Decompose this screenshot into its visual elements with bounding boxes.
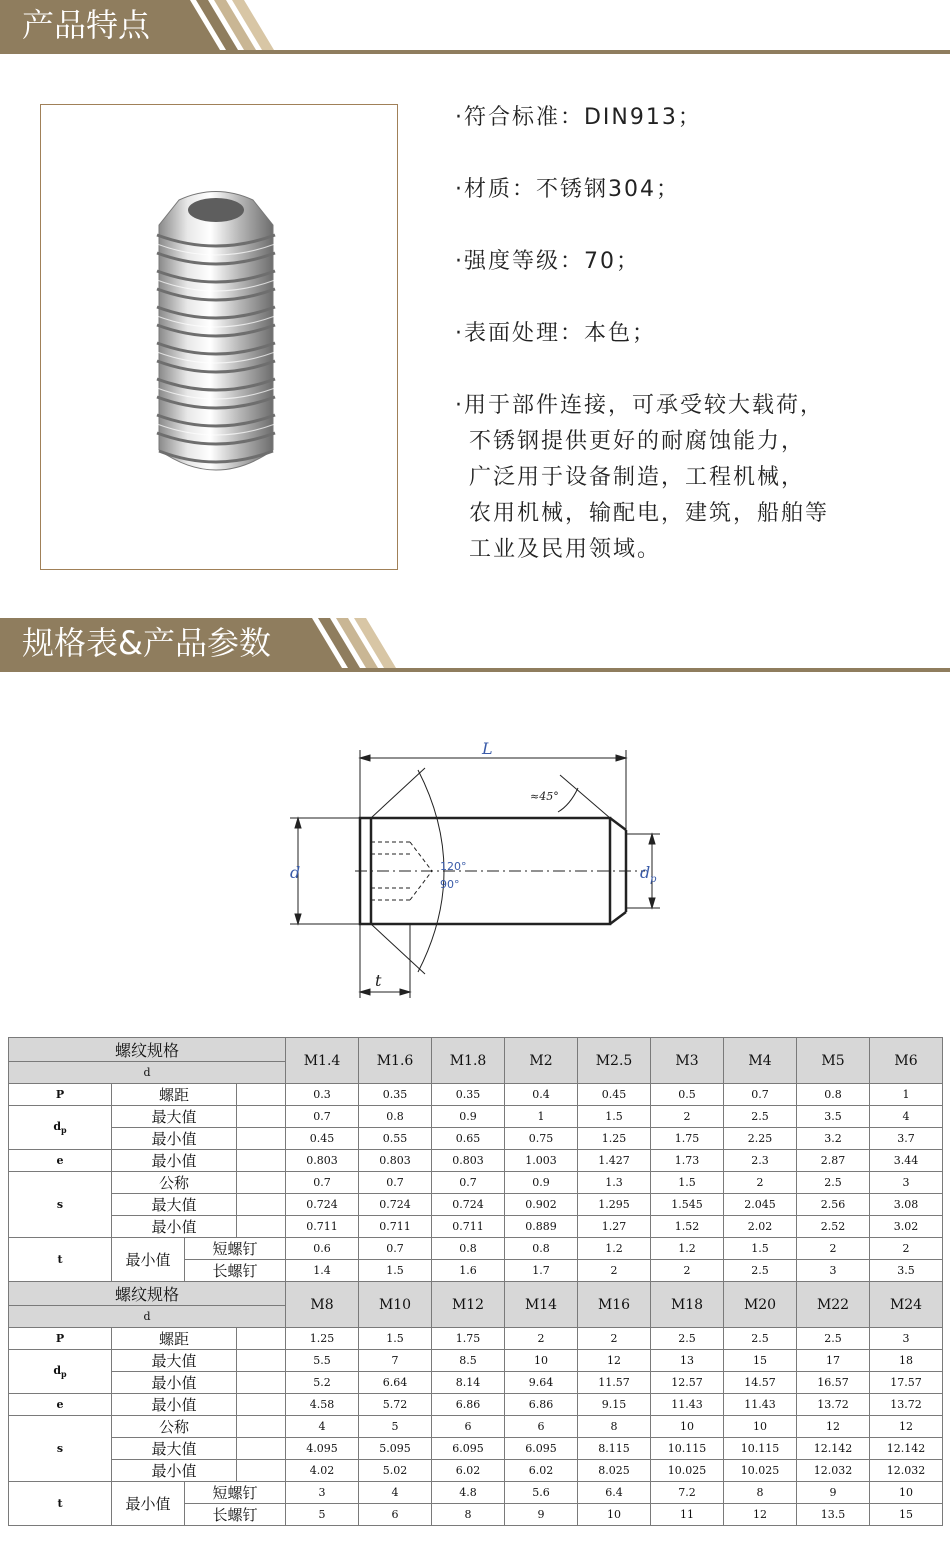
blank-cell <box>237 1460 286 1482</box>
value-cell: 0.7 <box>724 1084 797 1106</box>
value-cell: 16.57 <box>797 1372 870 1394</box>
value-cell: 3.44 <box>870 1150 943 1172</box>
value-cell: 1.003 <box>505 1150 578 1172</box>
value-cell: 6.64 <box>359 1372 432 1394</box>
value-cell: 5.5 <box>286 1350 359 1372</box>
value-cell: 8 <box>578 1416 651 1438</box>
value-cell: 2.5 <box>651 1328 724 1350</box>
symbol-e: e <box>9 1150 112 1172</box>
value-cell: 9 <box>505 1504 578 1526</box>
value-cell: 15 <box>870 1504 943 1526</box>
value-cell: 4 <box>286 1416 359 1438</box>
value-cell: 1.5 <box>359 1260 432 1282</box>
value-cell: 6.86 <box>505 1394 578 1416</box>
label-angle120: 120° <box>440 860 467 873</box>
blank-cell <box>237 1372 286 1394</box>
description-line: 不锈钢提供更好的耐腐蚀能力， <box>469 429 806 454</box>
value-cell: 1.295 <box>578 1194 651 1216</box>
symbol-dp-main: d <box>53 1363 62 1377</box>
blank-cell <box>237 1150 286 1172</box>
value-cell: 1 <box>505 1106 578 1128</box>
value-cell: 18 <box>870 1350 943 1372</box>
value-cell: 0.8 <box>505 1238 578 1260</box>
symbol-t: t <box>9 1238 112 1282</box>
label-angle90: 90° <box>440 878 460 891</box>
value-cell: 1.5 <box>359 1328 432 1350</box>
value-cell: 6.86 <box>432 1394 505 1416</box>
size-header: M1.8 <box>432 1038 505 1084</box>
label-pitch: 螺距 <box>112 1084 237 1106</box>
size-header: M20 <box>724 1282 797 1328</box>
blank-cell <box>237 1172 286 1194</box>
value-cell: 1.4 <box>286 1260 359 1282</box>
value-cell: 10.115 <box>651 1438 724 1460</box>
value-cell: 3.5 <box>797 1106 870 1128</box>
value-cell: 12 <box>870 1416 943 1438</box>
blank-cell <box>237 1216 286 1238</box>
value-cell: 0.7 <box>432 1172 505 1194</box>
label-min: 最小值 <box>112 1482 185 1526</box>
table-row <box>9 1394 943 1416</box>
value-cell: 9.64 <box>505 1372 578 1394</box>
header-thread-spec: 螺纹规格 <box>9 1282 286 1306</box>
blank-cell <box>237 1194 286 1216</box>
value-cell: 1.2 <box>651 1238 724 1260</box>
value-cell: 3.5 <box>870 1260 943 1282</box>
value-cell: 10 <box>724 1416 797 1438</box>
value-cell: 1 <box>870 1084 943 1106</box>
description-line: 农用机械，输配电，建筑，船舶等 <box>469 501 830 526</box>
spec-table <box>8 1037 943 1526</box>
value-cell: 14.57 <box>724 1372 797 1394</box>
value-cell: 1.7 <box>505 1260 578 1282</box>
size-header: M24 <box>870 1282 943 1328</box>
table-row <box>9 1172 943 1194</box>
value-cell: 13.5 <box>797 1504 870 1526</box>
value-cell: 6 <box>432 1416 505 1438</box>
symbol-t: t <box>9 1482 112 1526</box>
label-short: 短螺钉 <box>185 1238 286 1260</box>
value-cell: 5.02 <box>359 1460 432 1482</box>
feature-description <box>455 388 935 568</box>
label-short: 短螺钉 <box>185 1482 286 1504</box>
value-cell: 12 <box>578 1350 651 1372</box>
table-row <box>9 1282 943 1306</box>
value-cell: 1.52 <box>651 1216 724 1238</box>
value-cell: 2.87 <box>797 1150 870 1172</box>
value-cell: 9 <box>797 1482 870 1504</box>
value-cell: 3.08 <box>870 1194 943 1216</box>
value-cell: 8.115 <box>578 1438 651 1460</box>
value-cell: 6.02 <box>505 1460 578 1482</box>
value-cell: 2 <box>505 1328 578 1350</box>
size-header: M3 <box>651 1038 724 1084</box>
value-cell: 0.45 <box>286 1128 359 1150</box>
value-cell: 0.9 <box>505 1172 578 1194</box>
table-row <box>9 1350 943 1372</box>
symbol-dp <box>9 1106 112 1150</box>
value-cell: 9.15 <box>578 1394 651 1416</box>
value-cell: 10.025 <box>724 1460 797 1482</box>
feature-grade: ·强度等级：70； <box>455 249 640 274</box>
value-cell: 13.72 <box>870 1394 943 1416</box>
value-cell: 10 <box>578 1504 651 1526</box>
description-line: 广泛用于设备制造，工程机械， <box>469 465 806 490</box>
banner-stripes-icon <box>0 618 420 668</box>
header-thread-spec: 螺纹规格 <box>9 1038 286 1062</box>
value-cell: 1.75 <box>651 1128 724 1150</box>
value-cell: 2 <box>870 1238 943 1260</box>
label-min: 最小值 <box>112 1150 237 1172</box>
value-cell: 0.8 <box>432 1238 505 1260</box>
symbol-dp <box>9 1350 112 1394</box>
symbol-s: s <box>9 1172 112 1238</box>
size-header: M16 <box>578 1282 651 1328</box>
value-cell: 0.35 <box>359 1084 432 1106</box>
size-header: M10 <box>359 1282 432 1328</box>
size-header: M2 <box>505 1038 578 1084</box>
label-L: L <box>482 739 493 758</box>
value-cell: 5 <box>286 1504 359 1526</box>
set-screw-photo-icon <box>41 105 397 569</box>
label-angle45: ≈45° <box>530 790 559 803</box>
value-cell: 0.7 <box>359 1238 432 1260</box>
value-cell: 2.56 <box>797 1194 870 1216</box>
label-t: t <box>375 971 382 990</box>
symbol-e: e <box>9 1394 112 1416</box>
value-cell: 8.5 <box>432 1350 505 1372</box>
value-cell: 17.57 <box>870 1372 943 1394</box>
value-cell: 2.3 <box>724 1150 797 1172</box>
size-header: M5 <box>797 1038 870 1084</box>
header-d: d <box>9 1062 286 1084</box>
label-min: 最小值 <box>112 1394 237 1416</box>
section-title: 规格表&产品参数 <box>0 618 312 668</box>
value-cell: 0.803 <box>359 1150 432 1172</box>
label-min: 最小值 <box>112 1238 185 1282</box>
size-header: M6 <box>870 1038 943 1084</box>
value-cell: 6.095 <box>432 1438 505 1460</box>
section-banner-features <box>0 0 950 56</box>
size-header: M1.6 <box>359 1038 432 1084</box>
value-cell: 6.4 <box>578 1482 651 1504</box>
value-cell: 7 <box>359 1350 432 1372</box>
blank-cell <box>237 1106 286 1128</box>
value-cell: 0.724 <box>432 1194 505 1216</box>
table-row <box>9 1038 943 1062</box>
label-min: 最小值 <box>112 1128 237 1150</box>
value-cell: 0.45 <box>578 1084 651 1106</box>
banner-stripes-icon <box>0 0 300 50</box>
value-cell: 6.02 <box>432 1460 505 1482</box>
value-cell: 3 <box>870 1172 943 1194</box>
table-row <box>9 1438 943 1460</box>
value-cell: 0.803 <box>286 1150 359 1172</box>
value-cell: 4.02 <box>286 1460 359 1482</box>
value-cell: 0.711 <box>432 1216 505 1238</box>
value-cell: 4.58 <box>286 1394 359 1416</box>
value-cell: 0.3 <box>286 1084 359 1106</box>
blank-cell <box>237 1438 286 1460</box>
feature-material: ·材质：不锈钢304； <box>455 177 680 202</box>
blank-cell <box>237 1328 286 1350</box>
value-cell: 17 <box>797 1350 870 1372</box>
value-cell: 11.43 <box>651 1394 724 1416</box>
value-cell: 4 <box>870 1106 943 1128</box>
product-photo-frame <box>40 104 398 570</box>
value-cell: 0.902 <box>505 1194 578 1216</box>
value-cell: 12.57 <box>651 1372 724 1394</box>
size-header: M4 <box>724 1038 797 1084</box>
table-row <box>9 1106 943 1128</box>
value-cell: 0.6 <box>286 1238 359 1260</box>
value-cell: 7.2 <box>651 1482 724 1504</box>
value-cell: 1.5 <box>651 1172 724 1194</box>
label-long: 长螺钉 <box>185 1260 286 1282</box>
value-cell: 10.115 <box>724 1438 797 1460</box>
value-cell: 1.6 <box>432 1260 505 1282</box>
value-cell: 2 <box>724 1172 797 1194</box>
value-cell: 3.02 <box>870 1216 943 1238</box>
symbol-P: P <box>9 1328 112 1350</box>
value-cell: 1.2 <box>578 1238 651 1260</box>
value-cell: 2.045 <box>724 1194 797 1216</box>
value-cell: 4.8 <box>432 1482 505 1504</box>
value-cell: 10 <box>870 1482 943 1504</box>
value-cell: 0.35 <box>432 1084 505 1106</box>
symbol-dp-sub: p <box>61 1125 67 1136</box>
value-cell: 1.25 <box>286 1328 359 1350</box>
value-cell: 0.711 <box>359 1216 432 1238</box>
label-min: 最小值 <box>112 1460 237 1482</box>
label-max: 最大值 <box>112 1350 237 1372</box>
value-cell: 10.025 <box>651 1460 724 1482</box>
blank-cell <box>237 1416 286 1438</box>
size-header: M18 <box>651 1282 724 1328</box>
label-max: 最大值 <box>112 1438 237 1460</box>
blank-cell <box>237 1128 286 1150</box>
value-cell: 2 <box>651 1260 724 1282</box>
label-nominal: 公称 <box>112 1416 237 1438</box>
value-cell: 5.72 <box>359 1394 432 1416</box>
table-row <box>9 1194 943 1216</box>
value-cell: 3.7 <box>870 1128 943 1150</box>
table-row <box>9 1150 943 1172</box>
description-line: 工业及民用领域。 <box>469 537 662 562</box>
value-cell: 0.803 <box>432 1150 505 1172</box>
value-cell: 2.5 <box>724 1328 797 1350</box>
value-cell: 2.25 <box>724 1128 797 1150</box>
value-cell: 2.5 <box>797 1328 870 1350</box>
value-cell: 1.75 <box>432 1328 505 1350</box>
value-cell: 0.7 <box>286 1106 359 1128</box>
size-header: M2.5 <box>578 1038 651 1084</box>
value-cell: 0.8 <box>359 1106 432 1128</box>
value-cell: 0.65 <box>432 1128 505 1150</box>
value-cell: 6.095 <box>505 1438 578 1460</box>
label-nominal: 公称 <box>112 1172 237 1194</box>
value-cell: 5.6 <box>505 1482 578 1504</box>
header-d: d <box>9 1306 286 1328</box>
value-cell: 11 <box>651 1504 724 1526</box>
banner-underline <box>0 668 950 672</box>
table-row <box>9 1216 943 1238</box>
label-dp: d <box>640 863 651 882</box>
value-cell: 5.2 <box>286 1372 359 1394</box>
value-cell: 1.27 <box>578 1216 651 1238</box>
value-cell: 10 <box>651 1416 724 1438</box>
size-header: M12 <box>432 1282 505 1328</box>
value-cell: 0.55 <box>359 1128 432 1150</box>
value-cell: 11.57 <box>578 1372 651 1394</box>
value-cell: 8.14 <box>432 1372 505 1394</box>
value-cell: 11.43 <box>724 1394 797 1416</box>
value-cell: 3 <box>286 1482 359 1504</box>
value-cell: 6 <box>505 1416 578 1438</box>
label-long: 长螺钉 <box>185 1504 286 1526</box>
value-cell: 12.142 <box>797 1438 870 1460</box>
label-min: 最小值 <box>112 1216 237 1238</box>
table-row <box>9 1084 943 1106</box>
size-header: M22 <box>797 1282 870 1328</box>
blank-cell <box>237 1084 286 1106</box>
value-cell: 8 <box>432 1504 505 1526</box>
value-cell: 12 <box>724 1504 797 1526</box>
value-cell: 2.5 <box>797 1172 870 1194</box>
value-cell: 0.9 <box>432 1106 505 1128</box>
value-cell: 2 <box>797 1238 870 1260</box>
table-row <box>9 1238 943 1260</box>
value-cell: 12.032 <box>797 1460 870 1482</box>
blank-cell <box>237 1350 286 1372</box>
table-row <box>9 1416 943 1438</box>
banner-underline <box>0 50 950 54</box>
value-cell: 1.5 <box>578 1106 651 1128</box>
value-cell: 0.5 <box>651 1084 724 1106</box>
feature-standard: ·符合标准：DIN913； <box>455 105 702 130</box>
value-cell: 6 <box>359 1504 432 1526</box>
label-dp-sub: p <box>650 874 657 885</box>
feature-list <box>455 100 935 568</box>
value-cell: 0.4 <box>505 1084 578 1106</box>
label-max: 最大值 <box>112 1194 237 1216</box>
value-cell: 13.72 <box>797 1394 870 1416</box>
table-row <box>9 1460 943 1482</box>
value-cell: 8.025 <box>578 1460 651 1482</box>
feature-surface: ·表面处理：本色； <box>455 321 656 346</box>
table-row <box>9 1128 943 1150</box>
table-row <box>9 1372 943 1394</box>
label-d: d <box>290 863 301 882</box>
value-cell: 1.545 <box>651 1194 724 1216</box>
value-cell: 2 <box>651 1106 724 1128</box>
symbol-dp-sub: p <box>61 1369 67 1380</box>
symbol-dp-main: d <box>53 1119 62 1133</box>
section-banner-specs <box>0 618 950 674</box>
value-cell: 0.724 <box>359 1194 432 1216</box>
label-pitch: 螺距 <box>112 1328 237 1350</box>
value-cell: 2 <box>578 1328 651 1350</box>
value-cell: 0.8 <box>797 1084 870 1106</box>
size-header: M8 <box>286 1282 359 1328</box>
value-cell: 0.889 <box>505 1216 578 1238</box>
size-header: M14 <box>505 1282 578 1328</box>
label-max: 最大值 <box>112 1106 237 1128</box>
value-cell: 4.095 <box>286 1438 359 1460</box>
value-cell: 0.711 <box>286 1216 359 1238</box>
value-cell: 2.52 <box>797 1216 870 1238</box>
value-cell: 2.02 <box>724 1216 797 1238</box>
value-cell: 8 <box>724 1482 797 1504</box>
value-cell: 0.75 <box>505 1128 578 1150</box>
value-cell: 2.5 <box>724 1106 797 1128</box>
technical-drawing <box>260 730 680 1010</box>
value-cell: 12 <box>797 1416 870 1438</box>
value-cell: 5.095 <box>359 1438 432 1460</box>
symbol-s: s <box>9 1416 112 1482</box>
value-cell: 1.3 <box>578 1172 651 1194</box>
value-cell: 1.5 <box>724 1238 797 1260</box>
table-row <box>9 1482 943 1504</box>
value-cell: 13 <box>651 1350 724 1372</box>
value-cell: 0.7 <box>359 1172 432 1194</box>
size-header: M1.4 <box>286 1038 359 1084</box>
description-line: ·用于部件连接，可承受较大载荷， <box>455 393 824 418</box>
value-cell: 12.142 <box>870 1438 943 1460</box>
value-cell: 3 <box>797 1260 870 1282</box>
value-cell: 12.032 <box>870 1460 943 1482</box>
table-row <box>9 1328 943 1350</box>
value-cell: 2.5 <box>724 1260 797 1282</box>
label-min: 最小值 <box>112 1372 237 1394</box>
value-cell: 1.25 <box>578 1128 651 1150</box>
value-cell: 3.2 <box>797 1128 870 1150</box>
value-cell: 1.73 <box>651 1150 724 1172</box>
value-cell: 15 <box>724 1350 797 1372</box>
value-cell: 0.724 <box>286 1194 359 1216</box>
value-cell: 10 <box>505 1350 578 1372</box>
value-cell: 1.427 <box>578 1150 651 1172</box>
symbol-P: P <box>9 1084 112 1106</box>
value-cell: 2 <box>578 1260 651 1282</box>
value-cell: 3 <box>870 1328 943 1350</box>
blank-cell <box>237 1394 286 1416</box>
value-cell: 4 <box>359 1482 432 1504</box>
section-title: 产品特点 <box>0 0 190 50</box>
value-cell: 0.7 <box>286 1172 359 1194</box>
value-cell: 5 <box>359 1416 432 1438</box>
